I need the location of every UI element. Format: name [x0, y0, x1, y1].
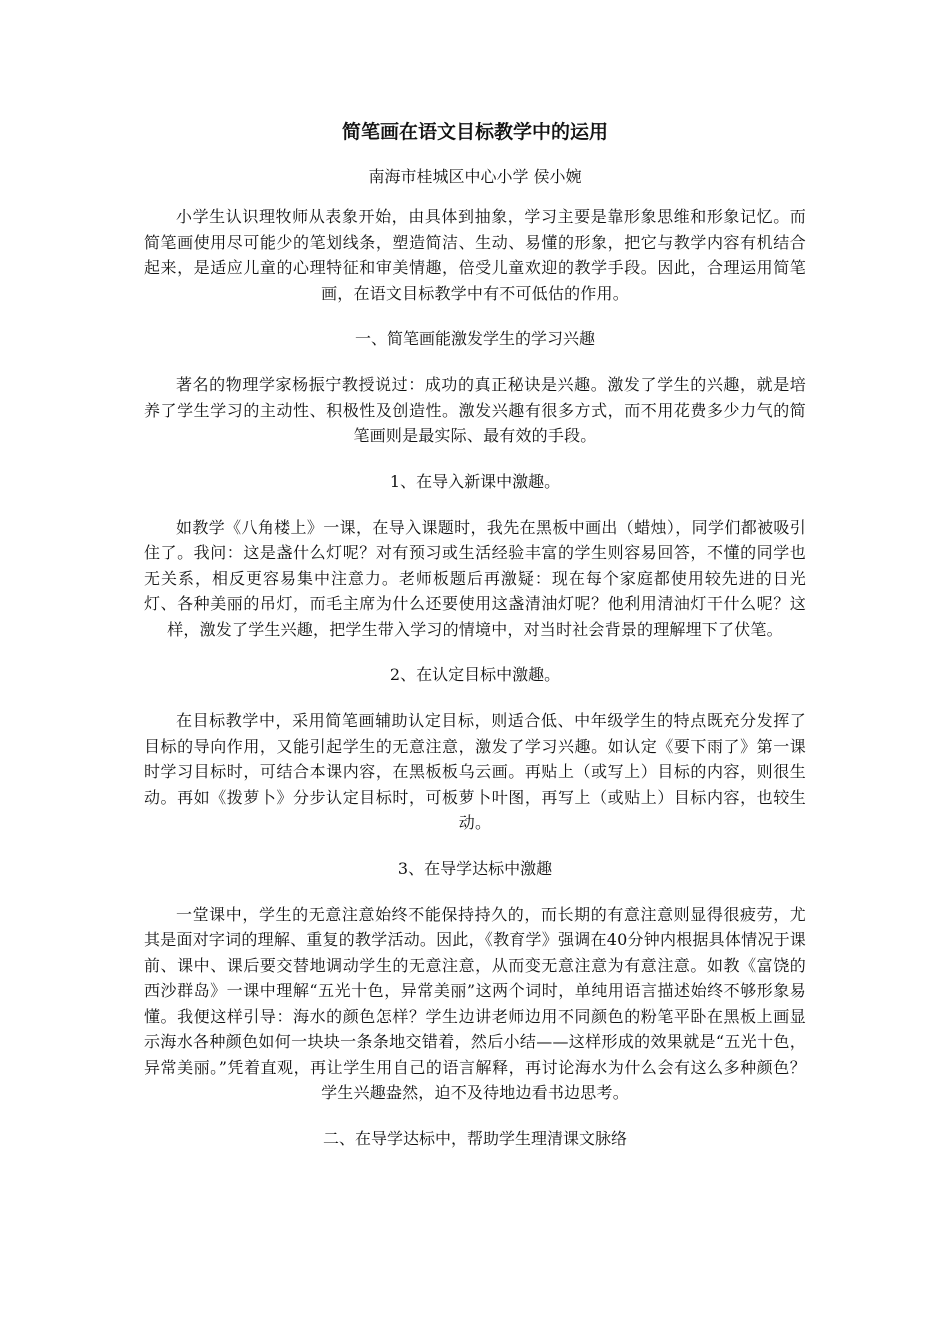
subsection-1-2-paragraph: 在目标教学中，采用简笔画辅助认定目标，则适合低、中年级学生的特点既充分发挥了目标的导向作用，又能引起学生的无意注意，激发了学习兴趣。如认定《要下雨了》第一课时学习目标时，可结合本课内容，在黑板板乌云画。再贴上（或写上）目标的内容，则很生动。再如《拨萝卜》分步认定目标时，可板萝卜叶图，再写上（或贴上）目标内容，也较生动。: [144, 711, 806, 832]
subheading-1-2: 2、在认定目标中激趣。: [389, 665, 561, 684]
author-byline: 南海市桂城区中心小学 侯小婉: [368, 167, 582, 186]
intro-paragraph: 小学生认识理牧师从表象开始，由具体到抽象，学习主要是靠形象思维和形象记忆。而简笔画使用尽可能少的笔划线条，塑造简洁、生动、易懂的形象，把它与教学内容有机结合起来，是适应儿童的心理特征和审美情趣，倍受儿童欢迎的教学手段。因此，合理运用简笔画，在语文目标教学中有不可低估的作用。: [144, 207, 806, 303]
subsection-1-1-paragraph: 如教学《八角楼上》一课，在导入课题时，我先在黑板中画出（蜡烛），同学们都被吸引住了。我问：这是盏什么灯呢？对有预习或生活经验丰富的学生则容易回答，不懂的同学也无关系，相反更容易集中注意力。老师板题后再激疑：现在每个家庭都使用较先进的日光灯、各种美丽的吊灯，而毛主席为什么还要使用这盏清油灯呢？他利用清油灯干什么呢？这样，激发了学生兴趣，把学生带入学习的情境中，对当时社会背景的理解埋下了伏笔。: [144, 517, 806, 639]
subsection-1-3-paragraph: 一堂课中，学生的无意注意始终不能保持持久的，而长期的有意注意则显得很疲劳，尤其是面对字词的理解、重复的教学活动。因此，《教育学》强调在40分钟内根据具体情况于课前、课中、课后要交替地调动学生的无意注意，从而变无意注意为有意注意。如教《富饶的西沙群岛》一课中理解“五光十色，异常美丽”这两个词时，单纯用语言描述始终不够形象易懂。我便这样引导：海水的颜色怎样？学生边讲老师边用不同颜色的粉笔平卧在黑板上画显示海水各种颜色如何一块块一条条地交错着，然后小结——这样形成的效果就是“五光十色，异常美丽。”凭着直观，再让学生用自己的语言解释，再讨论海水为什么会有这么多种颜色？学生兴趣盎然，迫不及待地边看书边思考。: [144, 904, 806, 1102]
document-title: 简笔画在语文目标教学中的运用: [341, 121, 608, 143]
section-heading-1: 一、简笔画能激发学生的学习兴趣: [354, 329, 595, 348]
section-1-paragraph: 著名的物理学家杨振宁教授说过：成功的真正秘诀是兴趣。激发了学生的兴趣，就是培养了学生学习的主动性、积极性及创造性。激发兴趣有很多方式，而不用花费多少力气的简笔画则是最实际、最有效的手段。: [144, 375, 806, 445]
section-heading-2: 二、在导学达标中，帮助学生理清课文脉络: [322, 1128, 627, 1148]
document-page: [144, 118, 806, 1172]
subheading-1-1: 1、在导入新课中激趣。: [389, 471, 561, 491]
subheading-1-3: 3、在导学达标中激趣: [397, 858, 553, 878]
